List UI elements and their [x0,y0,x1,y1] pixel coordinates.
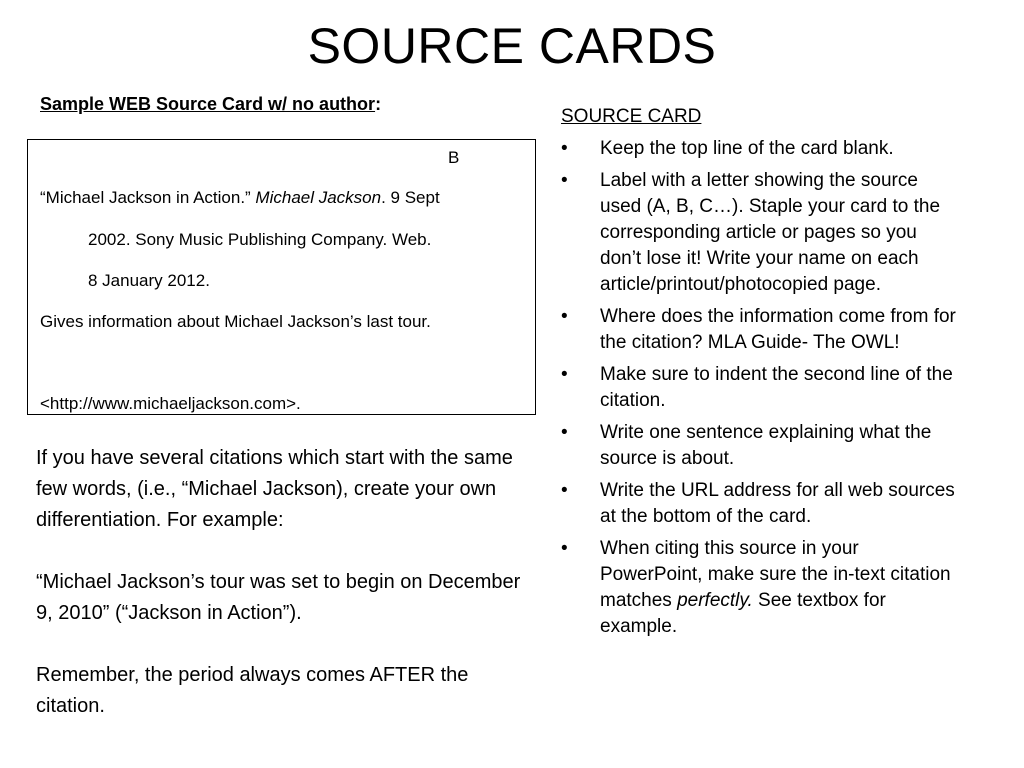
note-paragraph-1: If you have several citations which start with the same few words, (i.e., “Michael Jackson), create your own differentiation. For example: [36,447,513,531]
sample-card-heading [40,92,381,116]
differentiation-note [36,443,536,722]
bullet-icon: • [561,538,568,559]
citation-site-name: Michael Jackson [255,188,382,207]
citation-title: “Michael Jackson in Action.” [40,188,256,207]
slide-title: SOURCE CARDS [307,18,717,74]
instruction-item [561,304,961,356]
instructions-list [561,136,961,640]
instruction-text: Keep the top line of the card blank. [600,138,894,159]
instruction-text-part: See textbox for example. [600,590,886,637]
source-card-instructions [561,104,961,646]
card-url: <http://www.michaeljackson.com>. [40,394,301,413]
card-citation-line-2: 2002. Sony Music Publishing Company. Web. [88,230,432,249]
instruction-text-part: When citing this source in your PowerPoint, make sure the in-text citation matches [600,538,951,611]
sample-card-heading-text: Sample WEB Source Card w/ no author [40,94,376,114]
instruction-text: Write one sentence explaining what the source is about. [600,422,932,469]
note-paragraph-2: “Michael Jackson’s tour was set to begin on December 9, 2010” (“Jackson in Action”). [36,571,521,624]
instruction-emphasis: perfectly. [677,590,753,611]
instruction-item [561,362,961,414]
sample-source-card [27,139,536,415]
instruction-item [561,168,961,298]
instruction-item [561,536,961,640]
bullet-icon: • [561,170,568,191]
bullet-icon: • [561,422,568,443]
note-paragraph-3: Remember, the period always comes AFTER the citation. [36,664,469,717]
card-citation-line-1 [40,187,440,209]
instruction-text: Label with a letter showing the source used (A, B, C…). Staple your card to the corresponding article or pages so you don’t lose it! Write your name on each article/printout/photocopied page. [600,170,941,295]
instructions-title: SOURCE CARD [561,106,702,127]
instruction-text: Make sure to indent the second line of the citation. [600,364,953,411]
instruction-item [561,136,961,162]
sample-card-heading-colon: : [375,94,382,114]
instruction-text: Write the URL address for all web sources at the bottom of the card. [600,480,955,527]
card-letter: B [448,148,460,167]
card-summary-sentence: Gives information about Michael Jackson’s last tour. [40,312,431,331]
bullet-icon: • [561,364,568,385]
bullet-icon: • [561,306,568,327]
instruction-text: Where does the information come from for the citation? MLA Guide- The OWL! [600,306,956,353]
instruction-item [561,478,961,530]
bullet-icon: • [561,480,568,501]
citation-date: . 9 Sept [381,188,440,207]
bullet-icon: • [561,138,568,159]
instruction-text [600,538,951,637]
card-citation-line-3: 8 January 2012. [88,271,210,290]
instruction-item [561,420,961,472]
